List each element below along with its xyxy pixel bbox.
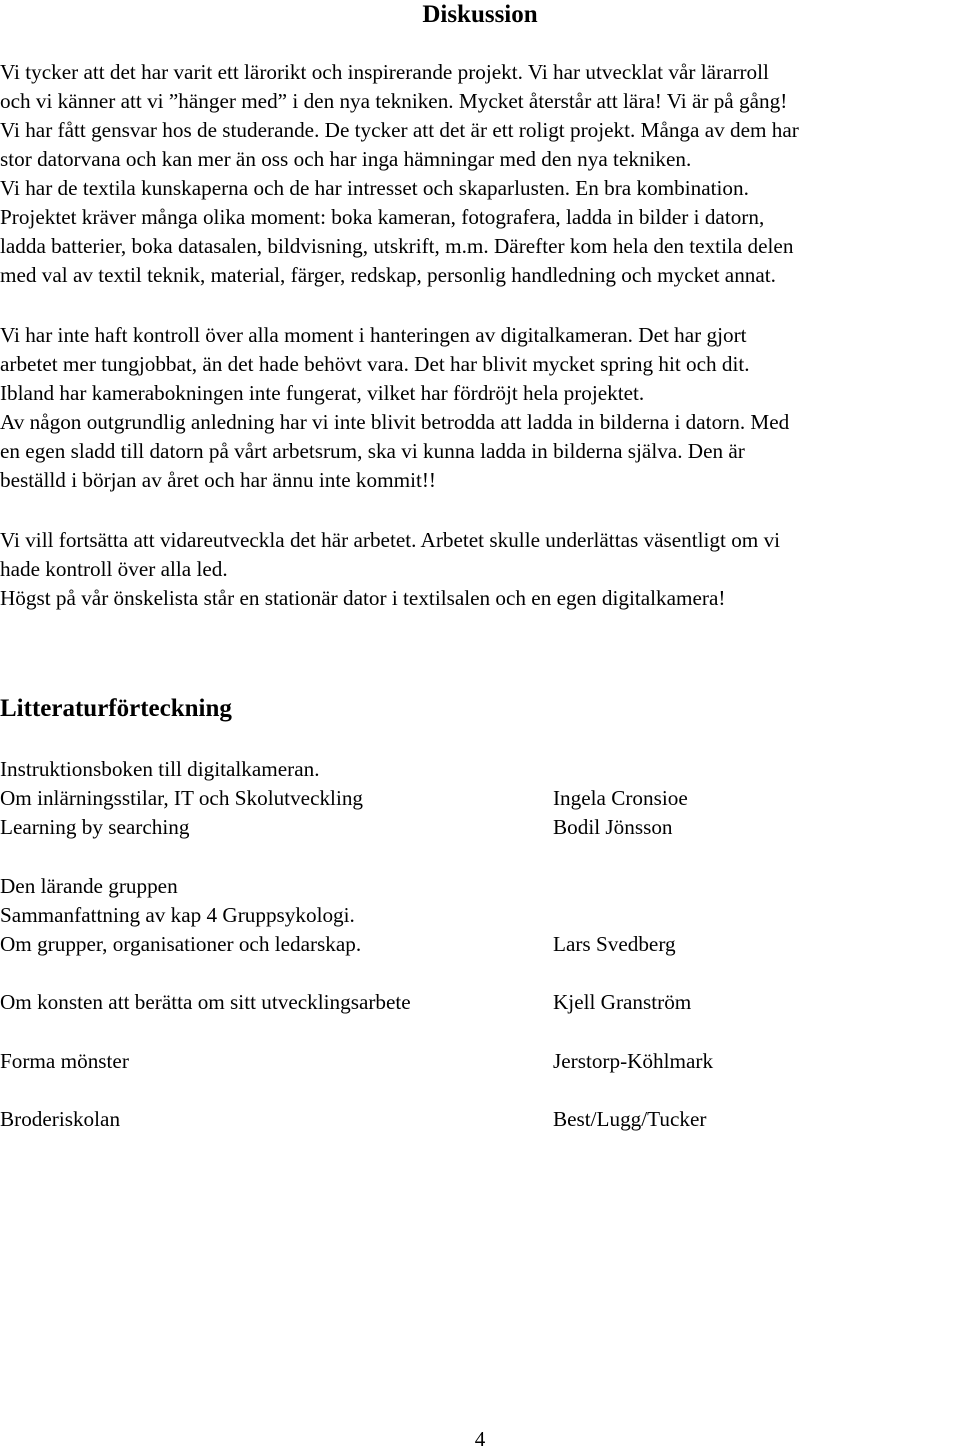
literature-title: Broderiskolan (0, 1107, 121, 1131)
discussion-line: en egen sladd till datorn på vårt arbetsrum, ska vi kunna ladda in bilderna själva. Den är (0, 439, 745, 463)
literature-title: Forma mönster (0, 1049, 129, 1073)
literature-author: Kjell Granström (553, 990, 692, 1014)
literature-author: Best/Lugg/Tucker (553, 1107, 707, 1131)
literature-title: Om grupper, organisationer och ledarskap. (0, 932, 362, 956)
discussion-line: ladda batterier, boka datasalen, bildvisning, utskrift, m.m. Därefter kom hela den textila delen (0, 234, 794, 258)
literature-title: Learning by searching (0, 815, 190, 839)
literature-title: Sammanfattning av kap 4 Gruppsykologi. (0, 903, 355, 927)
discussion-line: Högst på vår önskelista står en stationär dator i textilsalen och en egen digitalkamera! (0, 586, 726, 610)
discussion-line: Av någon outgrundlig anledning har vi inte blivit betrodda att ladda in bilderna i datorn. Med (0, 410, 790, 434)
discussion-line: Vi tycker att det har varit ett lärorikt och inspirerande projekt. Vi har utvecklat vår lärarroll (0, 60, 769, 84)
discussion-line: stor datorvana och kan mer än oss och har inga hämningar med den nya tekniken. (0, 147, 692, 171)
literature-title: Den lärande gruppen (0, 874, 178, 898)
discussion-line: Vi har de textila kunskaperna och de har intresset och skaparlusten. En bra kombination. (0, 176, 749, 200)
discussion-line: med val av textil teknik, material, färger, redskap, personlig handledning och mycket annat. (0, 263, 776, 287)
literature-title: Instruktionsboken till digitalkameran. (0, 757, 320, 781)
literature-author: Bodil Jönsson (553, 815, 673, 839)
discussion-line: beställd i början av året och har ännu inte kommit!! (0, 468, 436, 492)
discussion-line: och vi känner att vi ”hänger med” i den nya tekniken. Mycket återstår att lära! Vi är på gång! (0, 89, 788, 113)
discussion-line: arbetet mer tungjobbat, än det hade behövt vara. Det har blivit mycket spring hit och dit. (0, 352, 750, 376)
literature-author: Lars Svedberg (553, 932, 676, 956)
discussion-line: Vi har fått gensvar hos de studerande. De tycker att det är ett roligt projekt. Många av dem har (0, 118, 799, 142)
discussion-line: Vi vill fortsätta att vidareutveckla det här arbetet. Arbetet skulle underlättas väsentligt om vi (0, 528, 781, 552)
literature-title: Om konsten att berätta om sitt utvecklingsarbete (0, 990, 411, 1014)
discussion-line: Ibland har kamerabokningen inte fungerat, vilket har fördröjt hela projektet. (0, 381, 645, 405)
literature-author: Jerstorp-Köhlmark (553, 1049, 714, 1073)
discussion-heading: Diskussion (422, 1, 538, 28)
discussion-line: Projektet kräver många olika moment: boka kameran, fotografera, ladda in bilder i datorn, (0, 205, 765, 229)
page-number: 4 (474, 1427, 486, 1451)
literature-author: Ingela Cronsioe (553, 786, 688, 810)
discussion-line: Vi har inte haft kontroll över alla moment i hanteringen av digitalkameran. Det har gjort (0, 323, 747, 347)
literature-title: Om inlärningsstilar, IT och Skolutveckling (0, 786, 364, 810)
literature-heading: Litteraturförteckning (0, 695, 232, 722)
discussion-line: hade kontroll över alla led. (0, 557, 228, 581)
